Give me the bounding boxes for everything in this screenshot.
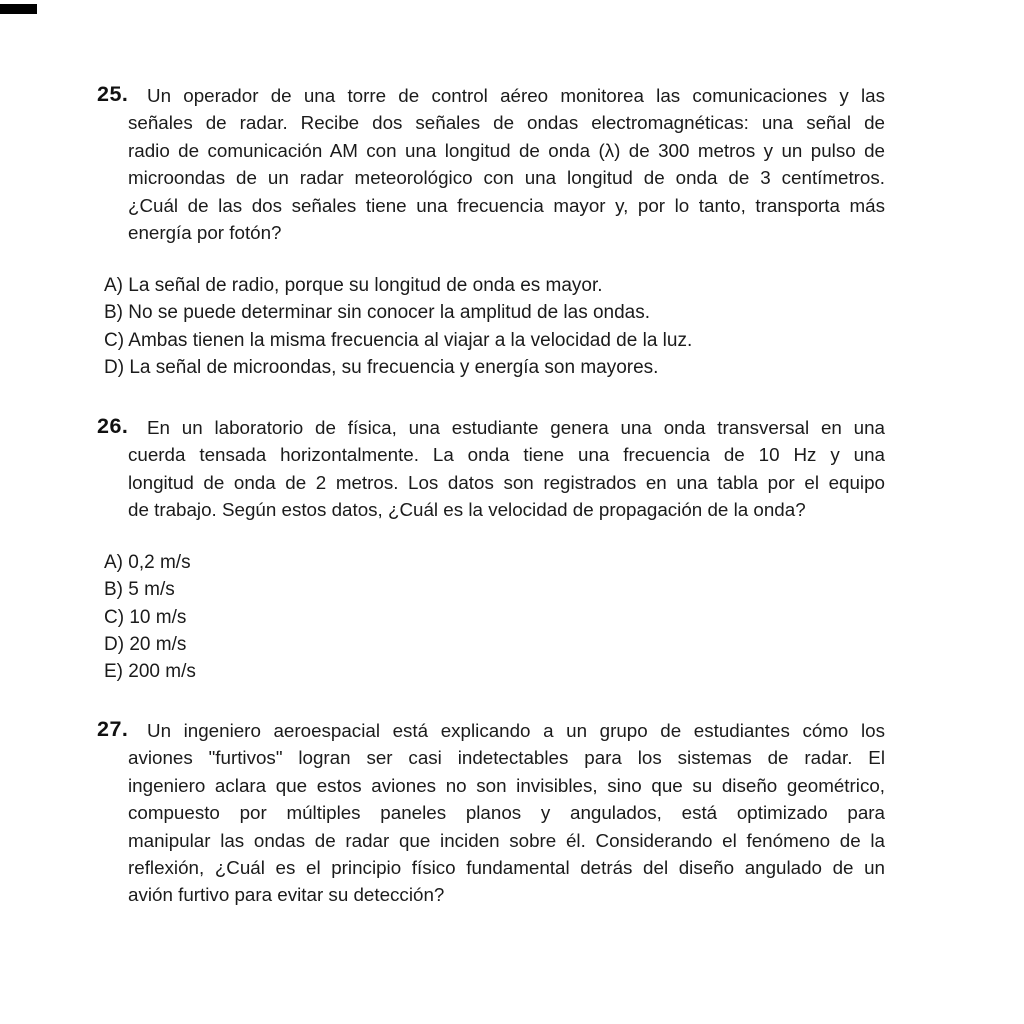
question-25-line: radio de comunicación AM con una longitud de onda (λ) de 300 metros y un pulso de	[128, 139, 885, 161]
question-26-option-c: C) 10 m/s	[104, 606, 187, 628]
question-27-line: reflexión, ¿Cuál es el principio físico fundamental detrás del diseño angulado de un	[128, 857, 885, 879]
question-25-option-c: C) Ambas tienen la misma frecuencia al viajar a la velocidad de la luz.	[104, 329, 693, 351]
question-27-line: manipular las ondas de radar que inciden sobre él. Considerando el fenómeno de la	[128, 829, 885, 851]
question-27-line: ingeniero aclara que estos aviones no son invisibles, sino que su diseño geométrico,	[128, 774, 885, 796]
question-27-line: Un ingeniero aeroespacial está explicando a un grupo de estudiantes cómo los	[147, 720, 885, 741]
question-25-options	[104, 272, 692, 381]
question-26-line: longitud de onda de 2 metros. Los datos son registrados en una tabla por el equipo	[128, 471, 885, 493]
question-25	[97, 82, 885, 246]
question-27-line: compuesto por múltiples paneles planos y angulados, está optimizado para	[128, 802, 885, 824]
question-25-line: señales de radar. Recibe dos señales de ondas electromagnéticas: una señal de	[128, 112, 885, 134]
question-26-option-e: E) 200 m/s	[104, 661, 196, 683]
question-26-line: cuerda tensada horizontalmente. La onda tiene una frecuencia de 10 Hz y una	[128, 444, 885, 466]
question-26-number: 26.	[97, 414, 129, 438]
question-27-line: avión furtivo para evitar su detección?	[128, 884, 445, 906]
question-26-option-b: B) 5 m/s	[104, 579, 175, 601]
question-25-option-a: A) La señal de radio, porque su longitud de onda es mayor.	[104, 275, 603, 296]
question-27-number: 27.	[97, 717, 129, 741]
scan-artifact-mark	[0, 4, 37, 14]
question-25-option-d: D) La señal de microondas, su frecuencia y energía son mayores.	[104, 356, 659, 378]
question-26-option-d: D) 20 m/s	[104, 633, 187, 655]
question-27-line: aviones "furtivos" logran ser casi indetectables para los sistemas de radar. El	[128, 747, 885, 769]
question-25-option-b: B) No se puede determinar sin conocer la amplitud de las ondas.	[104, 302, 651, 324]
question-25-line: energía por fotón?	[128, 222, 282, 244]
question-26-options	[104, 549, 196, 685]
question-26-line: de trabajo. Según estos datos, ¿Cuál es la velocidad de propagación de la onda?	[128, 499, 806, 521]
question-25-line: Un operador de una torre de control aéreo monitorea las comunicaciones y las	[147, 85, 885, 106]
question-25-number: 25.	[97, 82, 129, 106]
question-26	[97, 414, 885, 524]
question-25-line: ¿Cuál de las dos señales tiene una frecuencia mayor y, por lo tanto, transporta más	[128, 194, 885, 216]
question-27	[97, 717, 885, 909]
question-26-line: En un laboratorio de física, una estudiante genera una onda transversal en una	[147, 417, 885, 438]
question-26-option-a: A) 0,2 m/s	[104, 552, 191, 573]
question-25-line: microondas de un radar meteorológico con una longitud de onda de 3 centímetros.	[128, 167, 885, 189]
